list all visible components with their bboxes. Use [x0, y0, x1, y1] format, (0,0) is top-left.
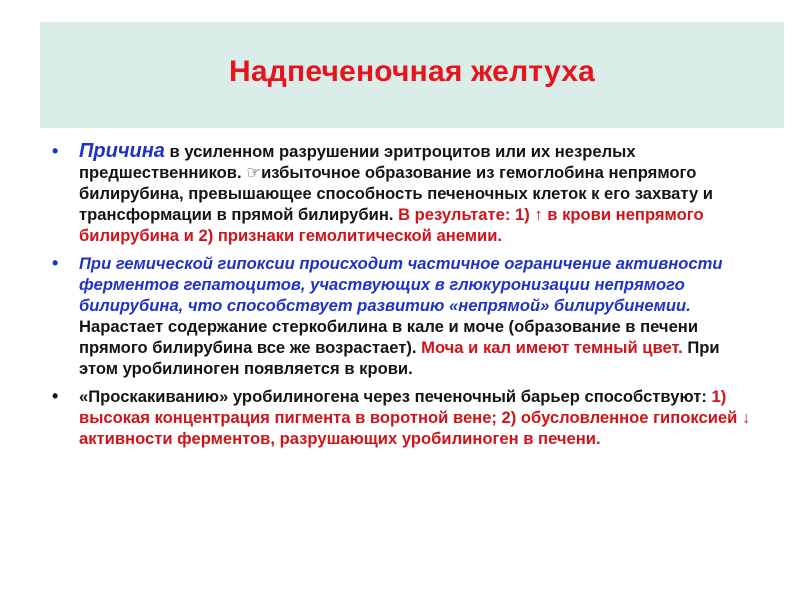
bullet-icon: • [52, 141, 59, 161]
bullet-icon: • [52, 386, 59, 406]
cause-heading: Причина [79, 140, 165, 162]
stercobilin-text: Нарастает содержание стеркобилина в кале и моче (образование в печени прямого билирубина все же возрастает). [79, 317, 699, 357]
bullet-item-cause [52, 141, 752, 246]
bullet-icon: • [52, 253, 59, 273]
slide-content [52, 141, 752, 449]
title-band [40, 22, 784, 128]
pointing-hand-icon: ☞ [246, 163, 262, 182]
bullet-item-hypoxia [52, 253, 752, 379]
urobilinogen-blood-text: При этом уробилиноген появляется в крови. [79, 338, 720, 378]
cause-result-text: В результате: 1) ↑ в крови непрямого билирубина и 2) признаки гемолитической анемии. [79, 205, 704, 245]
urobilinogen-intro-text: «Проскакиванию» уробилиногена через печеночный барьер способствуют: [79, 387, 712, 406]
urobilinogen-causes-text: 1) высокая концентрация пигмента в воротной вене; 2) обусловленное гипоксией ↓ активности ферментов, разрушающих уробилиноген в печени. [79, 387, 751, 448]
cause-mechanism-text: избыточное образование из гемоглобина непрямого билирубина, превышающее способность печеночных клеток к его захвату и трансформации в прямой билирубин. [79, 163, 713, 224]
cause-text: в усиленном разрушении эритроцитов или их незрелых предшественников. [79, 142, 636, 182]
hypoxia-text: При гемической гипоксии происходит частичное ограничение активности ферментов гепатоцитов, участвующих в глюкуронизации непрямого билирубина, что способствует развитию «непрямой» билирубинемии. [79, 254, 723, 315]
dark-urine-text: Моча и кал имеют темный цвет. [421, 338, 683, 357]
bullet-item-urobilinogen [52, 386, 752, 449]
slide-title: Надпеченочная желтуха [229, 55, 595, 88]
